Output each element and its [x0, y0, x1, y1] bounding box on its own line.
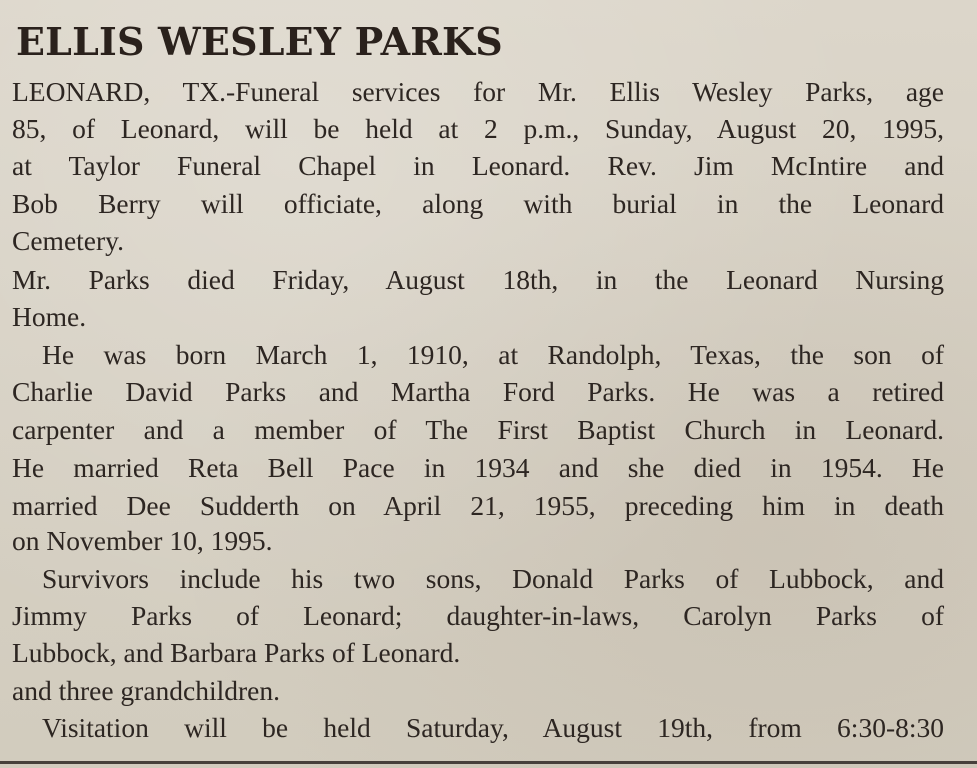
- obituary-headline: ELLIS WESLEY PARKS: [16, 19, 503, 64]
- text-line-16: Lubbock, and Barbara Parks of Leonard.: [12, 637, 461, 668]
- text-line-11: He married Reta Bell Pace in 1934 and she died in 1954. He: [12, 452, 944, 483]
- text-line-14: Survivors include his two sons, Donald Parks of Lubbock, and: [42, 563, 944, 594]
- text-line-12: married Dee Sudderth on April 21, 1955, preceding him in death: [12, 490, 944, 521]
- text-line-17: and three grandchildren.: [12, 675, 281, 706]
- text-line-1: LEONARD, TX.-Funeral services for Mr. Ellis Wesley Parks, age: [12, 76, 944, 107]
- text-line-2: 85, of Leonard, will be held at 2 p.m., Sunday, August 20, 1995,: [12, 113, 944, 144]
- text-line-8: He was born March 1, 1910, at Randolph, Texas, the son of: [42, 339, 944, 370]
- text-line-15: Jimmy Parks of Leonard; daughter-in-laws, Carolyn Parks of: [12, 600, 944, 631]
- text-line-4: Bob Berry will officiate, along with burial in the Leonard: [12, 188, 944, 219]
- bottom-rule: [0, 761, 977, 764]
- text-line-9: Charlie David Parks and Martha Ford Parks. He was a retired: [12, 376, 944, 407]
- text-line-10: carpenter and a member of The First Baptist Church in Leonard.: [12, 414, 944, 445]
- text-line-18: Visitation will be held Saturday, August 19th, from 6:30-8:30: [42, 712, 944, 743]
- text-line-7: Home.: [12, 301, 87, 332]
- text-line-3: at Taylor Funeral Chapel in Leonard. Rev. Jim McIntire and: [12, 150, 944, 181]
- text-line-5: Cemetery.: [12, 225, 124, 256]
- text-line-6: Mr. Parks died Friday, August 18th, in the Leonard Nursing: [12, 264, 944, 295]
- text-line-13: on November 10, 1995.: [12, 525, 273, 556]
